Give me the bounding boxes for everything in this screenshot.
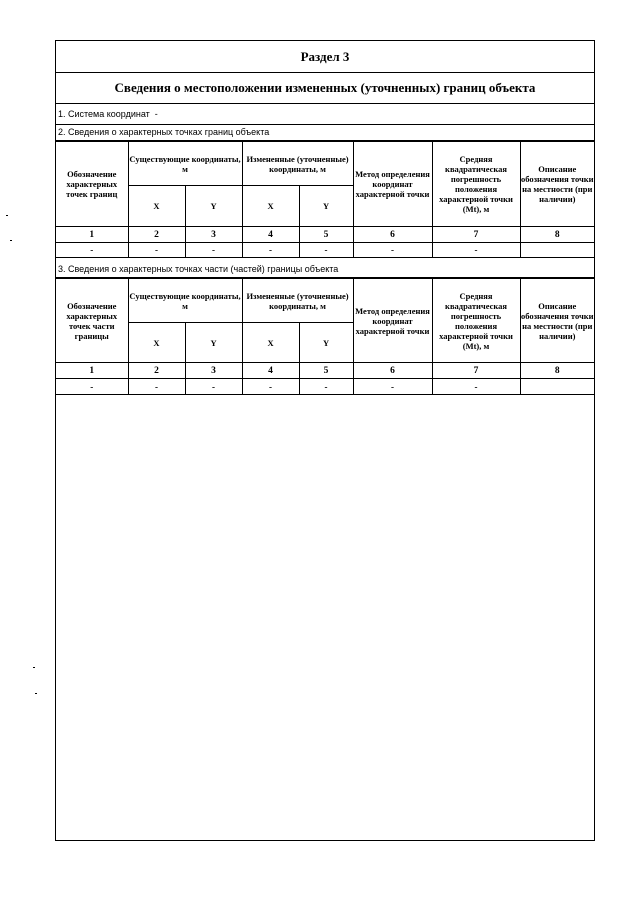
table2-cell: - — [242, 379, 299, 395]
table2-head-description: Описание обозначения точки на местности (при наличии) — [520, 279, 594, 363]
table1-col-number: 5 — [299, 227, 353, 243]
coord-system-value: - — [154, 109, 158, 119]
table1-cell: - — [353, 243, 432, 258]
table1-cell: - — [56, 243, 128, 258]
table2-cell: - — [185, 379, 242, 395]
scan-speck — [6, 215, 8, 216]
table2-caption: 3. Сведения о характерных точках части (частей) границы объекта — [56, 262, 594, 278]
table2-head-existing: Существующие координаты, м — [128, 279, 242, 323]
table2-head-method: Метод определения координат характерной точки — [353, 279, 432, 363]
table1-col-number: 8 — [520, 227, 594, 243]
table2-col-number: 3 — [185, 363, 242, 379]
table2-cell: - — [432, 379, 520, 395]
table1-cell: - — [242, 243, 299, 258]
document-frame — [55, 40, 595, 841]
table1-cell: - — [299, 243, 353, 258]
table1-col-number: 7 — [432, 227, 520, 243]
table2-head-error: Средняя квадратическая погрешность положения характерной точки (Mt), м — [432, 279, 520, 363]
table1-head-description: Описание обозначения точки на местности (при наличии) — [520, 142, 594, 227]
table1-cell: - — [185, 243, 242, 258]
table2-head-y-changed: Y — [299, 323, 353, 363]
table1-cell — [520, 243, 594, 258]
table2-cell — [520, 379, 594, 395]
table1-cell: - — [432, 243, 520, 258]
table2-head-designation: Обозначение характерных точек части границы — [56, 279, 128, 363]
table2-head-changed: Измененные (уточненные) координаты, м — [242, 279, 353, 323]
table2-number-row — [56, 363, 594, 379]
table1-head-y-existing: Y — [185, 186, 242, 227]
table2-head-y-existing: Y — [185, 323, 242, 363]
table2-cell: - — [353, 379, 432, 395]
table2-col-number: 7 — [432, 363, 520, 379]
table1-number-row — [56, 227, 594, 243]
table1-col-number: 3 — [185, 227, 242, 243]
scan-speck — [10, 240, 12, 241]
table2-head-x-existing: X — [128, 323, 185, 363]
table2-cell: - — [56, 379, 128, 395]
table2-cell: - — [128, 379, 185, 395]
coord-system-label: 1. Система координат — [58, 109, 150, 119]
table1-head-error: Средняя квадратическая погрешность положения характерной точки (Mt), м — [432, 142, 520, 227]
table1-head-x-changed: X — [242, 186, 299, 227]
table-row — [56, 379, 594, 395]
table1-caption: 2. Сведения о характерных точках границ объекта — [56, 125, 594, 141]
coord-system-row — [56, 103, 594, 125]
table1-col-number: 6 — [353, 227, 432, 243]
table1-head-x-existing: X — [128, 186, 185, 227]
table2-col-number: 5 — [299, 363, 353, 379]
table1-cell: - — [128, 243, 185, 258]
section-subtitle: Сведения о местоположении измененных (уточненных) границ объекта — [56, 72, 594, 104]
table2-col-number: 2 — [128, 363, 185, 379]
scan-speck — [33, 667, 35, 668]
table2-col-number: 6 — [353, 363, 432, 379]
table1-col-number: 1 — [56, 227, 128, 243]
table1-head-y-changed: Y — [299, 186, 353, 227]
table2-col-number: 8 — [520, 363, 594, 379]
table1-head-existing: Существующие координаты, м — [128, 142, 242, 186]
scan-speck — [35, 693, 37, 694]
table2-cell: - — [299, 379, 353, 395]
table2-col-number: 4 — [242, 363, 299, 379]
table1-points — [56, 141, 594, 258]
table2-points — [56, 278, 594, 395]
table1-head-designation: Обозначение характерных точек границ — [56, 142, 128, 227]
table1-head-changed: Измененные (уточненные) координаты, м — [242, 142, 353, 186]
section-title: Раздел 3 — [56, 41, 594, 73]
table1-col-number: 4 — [242, 227, 299, 243]
table2-head-x-changed: X — [242, 323, 299, 363]
table1-head-method: Метод определения координат характерной точки — [353, 142, 432, 227]
table-row — [56, 243, 594, 258]
table1-col-number: 2 — [128, 227, 185, 243]
table2-col-number: 1 — [56, 363, 128, 379]
